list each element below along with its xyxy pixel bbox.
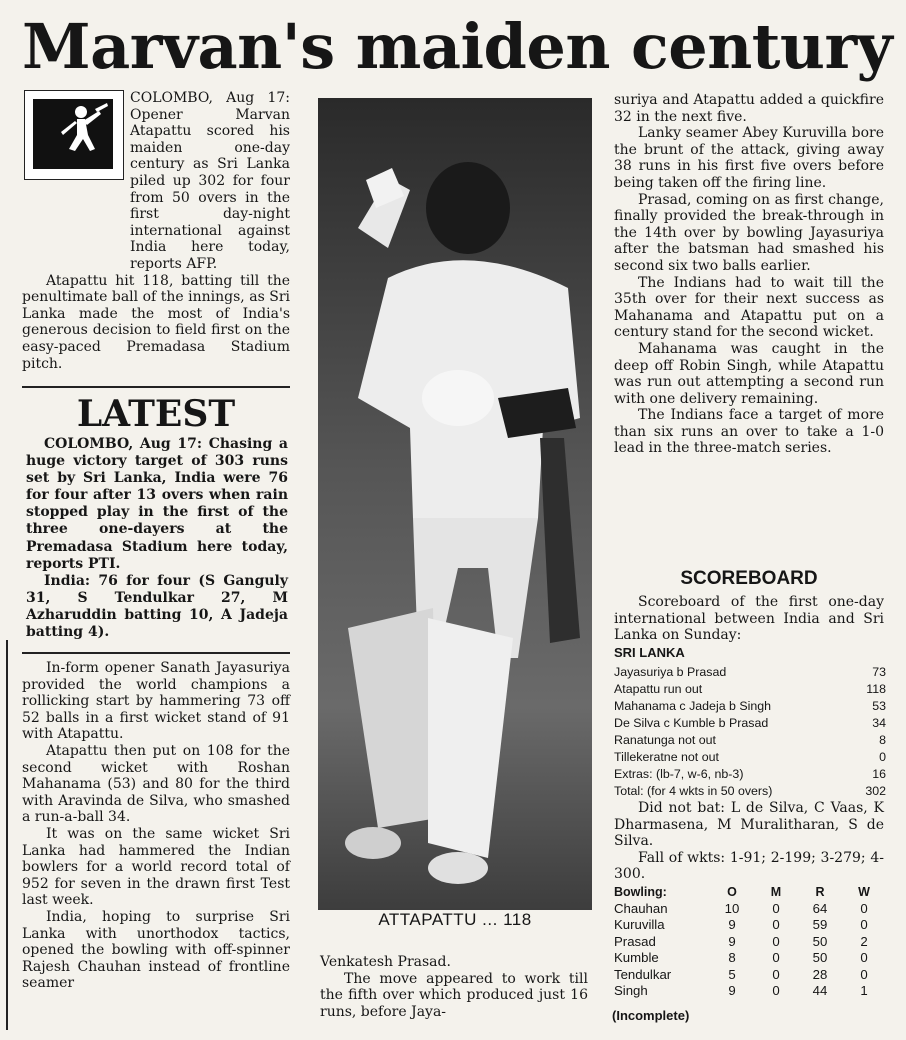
body-column-3 (614, 92, 884, 457)
bowler-m: 0 (772, 983, 780, 998)
batting-row (614, 698, 886, 715)
batsman-name: Jayasuriya b Prasad (614, 665, 727, 679)
body-paragraph: The Indians had to wait till the 35th over for their next success as Mahanama and Atapattu put on a century stand for the second wicket. (614, 274, 884, 341)
bowler-r: 44 (812, 983, 828, 998)
batsman-runs: 0 (879, 750, 886, 764)
bowler-o: 9 (728, 983, 736, 998)
bowling-row (614, 917, 886, 934)
photo-caption: ATTAPATTU ... 118 (378, 910, 532, 929)
body-column-1 (22, 660, 290, 992)
bowler-w: 1 (860, 983, 868, 998)
body-paragraph: The move appeared to work till the fifth over which produced just 16 runs, before Jaya- (320, 970, 588, 1020)
bowler-r: 64 (812, 900, 828, 916)
bowling-row (614, 950, 886, 967)
bowler-o: 8 (728, 950, 736, 965)
bowler-name: Prasad (614, 933, 656, 949)
scoreboard-title: SCOREBOARD (680, 568, 818, 589)
batsman-name: Extras: (lb-7, w-6, nb-3) (614, 767, 744, 781)
bowling-row (614, 983, 886, 1000)
body-paragraph: Lanky seamer Abey Kuruvilla bore the brunt of the attack, giving away 38 runs in his first five overs before being taken off the firing line. (614, 125, 884, 191)
bowler-m: 0 (772, 966, 780, 982)
headline: Marvan's maiden century (22, 10, 893, 83)
bowler-r: 50 (812, 950, 828, 965)
maidens-header: M (770, 885, 782, 899)
bowler-w: 0 (860, 966, 868, 982)
bowler-o: 9 (728, 917, 736, 932)
player-photo (318, 98, 592, 910)
body-paragraph: The Indians face a target of more than six runs an over to take a 1-0 lead in the three-match series. (614, 407, 884, 457)
batsman-runs: 118 (866, 682, 886, 696)
bowler-w: 0 (860, 917, 868, 932)
batting-row (614, 681, 886, 698)
body-paragraph: Atapattu then put on 108 for the second wicket with Roshan Mahanama (53) and 80 for the third with Aravinda de Silva, who smashed a run-a-ball 34. (22, 742, 290, 826)
body-column-2 (320, 954, 588, 1020)
batsman-name: Mahanama c Jadeja b Singh (614, 699, 772, 713)
section-divider (22, 652, 290, 654)
latest-paragraph-2: India: 76 for four (S Ganguly 31, S Tendulkar 27, M Azharuddin batting 10, A Jadeja batting 4). (26, 572, 288, 641)
body-paragraph: In-form opener Sanath Jayasuriya provided the world champions a rollicking start by hammering 73 off 52 balls in a first wicket stand of 91 with Atapattu. (22, 660, 290, 743)
bowler-r: 59 (812, 917, 828, 932)
batting-table (614, 664, 886, 800)
latest-paragraph-1: COLOMBO, Aug 17: Chasing a huge victory target of 303 runs set by Sri Lanka, India were 76 for four after 13 overs when rain stopped play in the first of the three one-dayers at the Premadasa Stadium here today, reports PTI. (26, 436, 288, 572)
intro-lead: COLOMBO, Aug 17: Opener Marvan Atapattu scored his maiden one-day century as Sri Lanka piled up 302 for four from 50 overs in the first day-night international against India here today, reports AFP. (130, 90, 290, 272)
batting-row (614, 766, 886, 783)
body-paragraph: Mahanama was caught in the deep off Robin Singh, while Atapattu was run out attempting a second run with one delivery remaining. (614, 340, 884, 407)
fall-of-wickets: Fall of wkts: 1-91; 2-199; 3-279; 4-300. (614, 849, 884, 883)
bowler-o: 10 (724, 900, 740, 916)
batting-row (614, 664, 886, 681)
intro-column (22, 90, 290, 372)
bowler-name: Singh (614, 983, 648, 998)
bowler-m: 0 (772, 950, 780, 965)
bowler-r: 50 (812, 933, 828, 949)
intro-paragraph: Atapattu hit 118, batting till the penultimate ball of the innings, as Sri Lanka made the most of India's generous decision to field first on the easy-paced Premadasa Stadium pitch. (22, 272, 290, 372)
body-paragraph: suriya and Atapattu added a quickfire 32 in the next five. (614, 92, 884, 125)
bowler-o: 9 (728, 933, 736, 949)
incomplete-note: (Incomplete) (612, 1008, 690, 1023)
batsman-runs: 302 (865, 784, 886, 798)
bowler-m: 0 (772, 917, 780, 932)
bowling-row (614, 967, 886, 984)
did-not-bat-text: Did not bat: L de Silva, C Vaas, K Dharmasena, M Muralitharan, S de Silva. (614, 800, 884, 850)
bowler-name: Kumble (614, 950, 659, 965)
batting-row (614, 783, 886, 800)
bowler-m: 0 (772, 900, 780, 916)
bowler-r: 28 (812, 966, 828, 982)
bowling-table (614, 884, 886, 1000)
bowling-row (614, 901, 886, 918)
batting-row (614, 715, 886, 732)
team-name: SRI LANKA (614, 645, 685, 660)
body-paragraph: Prasad, coming on as first change, finally provided the break-through in the 14th over by bowling Jayasuriya after the batsman had smashed his second six two balls earlier. (614, 191, 884, 274)
scoreboard-intro-text: Scoreboard of the first one-day international between India and Sri Lanka on Sunday: (614, 594, 884, 644)
bowler-name: Chauhan (614, 900, 668, 916)
section-divider (22, 386, 290, 388)
batting-row (614, 749, 886, 766)
column-rule (6, 640, 8, 1030)
latest-body (26, 436, 288, 641)
runs-header: R (815, 885, 825, 899)
batsman-runs: 8 (879, 733, 886, 747)
bowler-w: 2 (860, 933, 868, 949)
wickets-header: W (858, 885, 870, 899)
body-paragraph: India, hoping to surprise Sri Lanka with unorthodox tactics, opened the bowling with off-spinner Rajesh Chauhan instead of frontline seamer (22, 908, 290, 992)
body-paragraph: Venkatesh Prasad. (320, 954, 451, 970)
batsman-runs: 53 (872, 699, 886, 713)
did-not-bat (614, 800, 884, 883)
scoreboard-intro (614, 594, 884, 644)
batting-row (614, 732, 886, 749)
bowler-w: 0 (860, 950, 868, 965)
bowler-name: Tendulkar (614, 966, 672, 982)
batsman-name: Ranatunga not out (614, 733, 716, 747)
batsman-runs: 34 (872, 716, 886, 730)
bowler-w: 0 (860, 900, 868, 916)
bowling-row (614, 934, 886, 951)
bowler-o: 5 (728, 966, 736, 982)
batsman-name: Tillekeratne not out (614, 750, 719, 764)
bowler-name: Kuruvilla (614, 917, 665, 932)
latest-title: LATEST (76, 393, 236, 435)
bowling-header-label: Bowling: (614, 885, 667, 899)
batsman-name: De Silva c Kumble b Prasad (614, 716, 769, 730)
batsman-runs: 16 (872, 767, 886, 781)
batsman-name: Total: (for 4 wkts in 50 overs) (614, 784, 773, 798)
batsman-runs: 73 (872, 665, 886, 679)
bowling-header-row (614, 884, 886, 901)
body-paragraph: It was on the same wicket Sri Lanka had hammered the Indian bowlers for a world record total of 952 for seven in the drawn first Test last week. (22, 825, 290, 909)
batsman-name: Atapattu run out (614, 682, 703, 696)
overs-header: O (727, 885, 737, 899)
bowler-m: 0 (772, 933, 780, 949)
